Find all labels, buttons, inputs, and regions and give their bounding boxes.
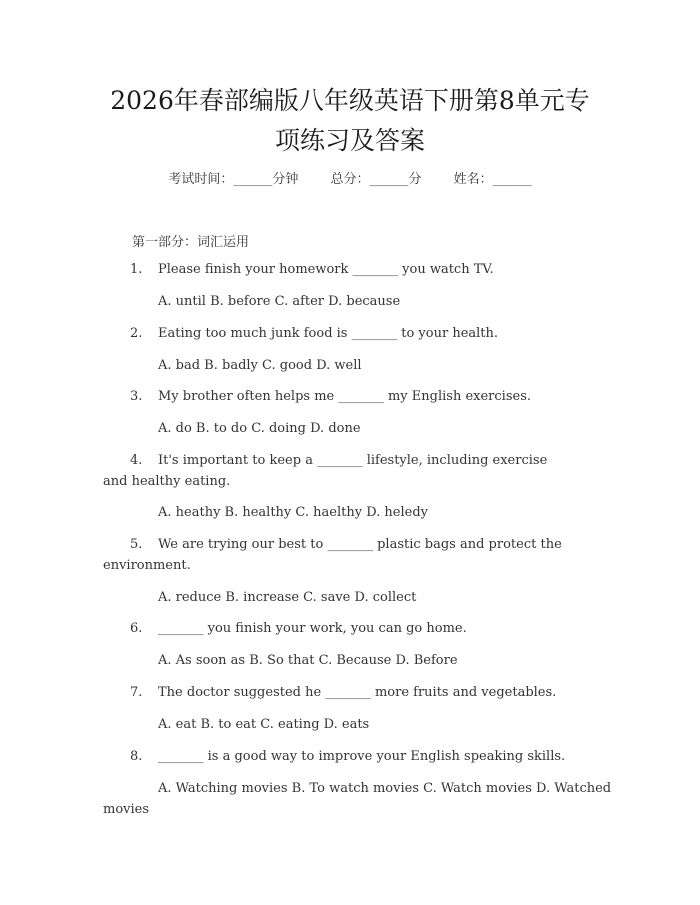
section-title: 第一部分：词汇运用 (132, 235, 250, 250)
document-title-line-2: 项练习及答案 (274, 126, 425, 155)
question-text: Eating too much junk food is _______ to your health. (158, 326, 499, 341)
question-text: My brother often helps me _______ my English exercises. (158, 389, 532, 404)
question-options: A. eat B. to eat C. eating D. eats (158, 717, 370, 732)
question-number: 3. (130, 389, 143, 404)
question-text: _______ you finish your work, you can go home. (158, 621, 467, 636)
question-text-continued: environment. (103, 558, 191, 573)
question-text: Please finish your homework _______ you watch TV. (158, 262, 494, 277)
name-field: 姓名：______ (453, 172, 532, 187)
document-title-line-1: 2026年春部编版八年级英语下册第8单元专 (110, 86, 590, 115)
exam-meta-info (0, 168, 700, 187)
question-text-continued: and healthy eating. (103, 474, 231, 489)
question-text: The doctor suggested he _______ more fruits and vegetables. (158, 685, 557, 700)
question-options: A. reduce B. increase C. save D. collect (158, 590, 417, 605)
question-number: 2. (130, 326, 143, 341)
question-number: 4. (130, 453, 143, 468)
question-options: A. heathy B. healthy C. haelthy D. heledy (158, 505, 429, 520)
question-text: We are trying our best to _______ plastic bags and protect the (158, 537, 562, 552)
question-number: 6. (130, 621, 143, 636)
question-options-continued: movies (103, 802, 150, 817)
question-text: It's important to keep a _______ lifestyle, including exercise (158, 453, 548, 468)
question-options: A. As soon as B. So that C. Because D. Before (158, 653, 458, 668)
question-options: A. until B. before C. after D. because (158, 294, 401, 309)
question-number: 5. (130, 537, 143, 552)
question-options: A. do B. to do C. doing D. done (158, 421, 361, 436)
question-number: 1. (130, 262, 143, 277)
question-number: 7. (130, 685, 143, 700)
exam-time-field: 考试时间：______分钟 (168, 172, 299, 187)
question-options: A. Watching movies B. To watch movies C. Watch movies D. Watched (158, 781, 612, 796)
question-number: 8. (130, 749, 143, 764)
question-options: A. bad B. badly C. good D. well (158, 358, 362, 373)
question-text: _______ is a good way to improve your English speaking skills. (158, 749, 566, 764)
total-score-field: 总分：______分 (330, 172, 422, 187)
